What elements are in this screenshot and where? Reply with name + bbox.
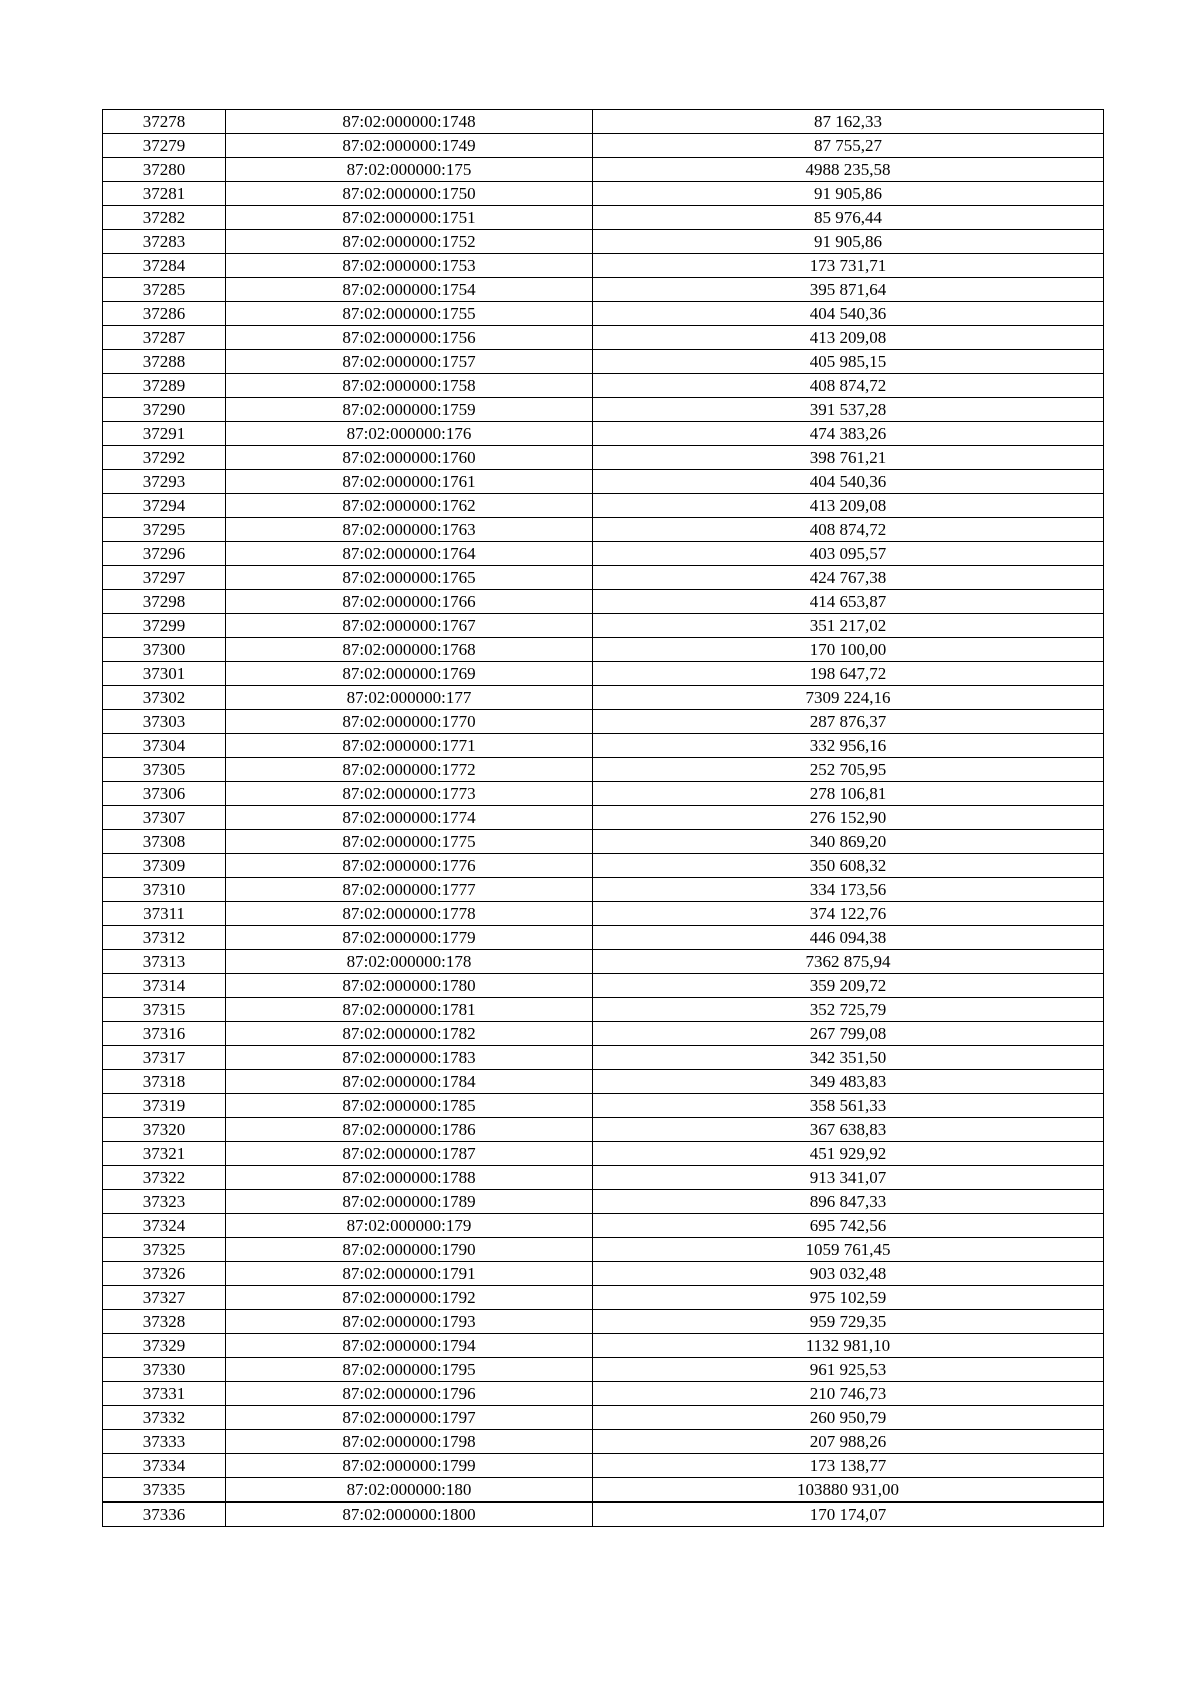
value-cell: 398 761,21 (593, 446, 1104, 470)
cadastral-number-cell: 87:02:000000:1769 (226, 662, 593, 686)
table-row (103, 1166, 1104, 1190)
row-number-cell: 37310 (103, 878, 226, 902)
row-number-cell: 37304 (103, 734, 226, 758)
table-row (103, 758, 1104, 782)
value-cell: 260 950,79 (593, 1406, 1104, 1430)
table-row (103, 446, 1104, 470)
table-row (103, 1406, 1104, 1430)
value-cell: 170 174,07 (593, 1502, 1104, 1527)
table-row (103, 638, 1104, 662)
row-number-cell: 37312 (103, 926, 226, 950)
value-cell: 349 483,83 (593, 1070, 1104, 1094)
value-cell: 403 095,57 (593, 542, 1104, 566)
value-cell: 474 383,26 (593, 422, 1104, 446)
value-cell: 391 537,28 (593, 398, 1104, 422)
value-cell: 408 874,72 (593, 518, 1104, 542)
cadastral-number-cell: 87:02:000000:1778 (226, 902, 593, 926)
cadastral-number-cell: 87:02:000000:1756 (226, 326, 593, 350)
row-number-cell: 37326 (103, 1262, 226, 1286)
value-cell: 173 138,77 (593, 1454, 1104, 1478)
cadastral-number-cell: 87:02:000000:179 (226, 1214, 593, 1238)
table-row (103, 1118, 1104, 1142)
cadastral-number-cell: 87:02:000000:1773 (226, 782, 593, 806)
cadastral-number-cell: 87:02:000000:1751 (226, 206, 593, 230)
cadastral-number-cell: 87:02:000000:1788 (226, 1166, 593, 1190)
table-row (103, 326, 1104, 350)
value-cell: 408 874,72 (593, 374, 1104, 398)
value-cell: 4988 235,58 (593, 158, 1104, 182)
row-number-cell: 37305 (103, 758, 226, 782)
table-row (103, 566, 1104, 590)
table-row (103, 782, 1104, 806)
row-number-cell: 37307 (103, 806, 226, 830)
row-number-cell: 37302 (103, 686, 226, 710)
cadastral-number-cell: 87:02:000000:1800 (226, 1502, 593, 1527)
cadastral-number-cell: 87:02:000000:1790 (226, 1238, 593, 1262)
cadastral-number-cell: 87:02:000000:1787 (226, 1142, 593, 1166)
cadastral-number-cell: 87:02:000000:1781 (226, 998, 593, 1022)
row-number-cell: 37297 (103, 566, 226, 590)
table-row (103, 542, 1104, 566)
value-cell: 451 929,92 (593, 1142, 1104, 1166)
table-row (103, 998, 1104, 1022)
value-cell: 359 209,72 (593, 974, 1104, 998)
cadastral-value-table (102, 109, 1104, 1527)
value-cell: 913 341,07 (593, 1166, 1104, 1190)
value-cell: 961 925,53 (593, 1358, 1104, 1382)
cadastral-number-cell: 87:02:000000:1765 (226, 566, 593, 590)
row-number-cell: 37294 (103, 494, 226, 518)
cadastral-number-cell: 87:02:000000:1783 (226, 1046, 593, 1070)
value-cell: 1132 981,10 (593, 1334, 1104, 1358)
cadastral-number-cell: 87:02:000000:1770 (226, 710, 593, 734)
value-cell: 7362 875,94 (593, 950, 1104, 974)
table-row (103, 1070, 1104, 1094)
table-row (103, 734, 1104, 758)
row-number-cell: 37335 (103, 1478, 226, 1503)
row-number-cell: 37303 (103, 710, 226, 734)
row-number-cell: 37334 (103, 1454, 226, 1478)
cadastral-number-cell: 87:02:000000:1792 (226, 1286, 593, 1310)
table-row (103, 1310, 1104, 1334)
table-row (103, 710, 1104, 734)
table-row (103, 950, 1104, 974)
value-cell: 85 976,44 (593, 206, 1104, 230)
cadastral-number-cell: 87:02:000000:1789 (226, 1190, 593, 1214)
table-row (103, 1214, 1104, 1238)
value-cell: 367 638,83 (593, 1118, 1104, 1142)
cadastral-number-cell: 87:02:000000:1786 (226, 1118, 593, 1142)
row-number-cell: 37301 (103, 662, 226, 686)
row-number-cell: 37284 (103, 254, 226, 278)
row-number-cell: 37321 (103, 1142, 226, 1166)
table-row (103, 470, 1104, 494)
table-row (103, 1454, 1104, 1478)
cadastral-number-cell: 87:02:000000:1761 (226, 470, 593, 494)
table-row (103, 1358, 1104, 1382)
row-number-cell: 37279 (103, 134, 226, 158)
value-cell: 198 647,72 (593, 662, 1104, 686)
table-row (103, 350, 1104, 374)
row-number-cell: 37288 (103, 350, 226, 374)
value-cell: 7309 224,16 (593, 686, 1104, 710)
row-number-cell: 37296 (103, 542, 226, 566)
value-cell: 350 608,32 (593, 854, 1104, 878)
value-cell: 414 653,87 (593, 590, 1104, 614)
row-number-cell: 37298 (103, 590, 226, 614)
cadastral-number-cell: 87:02:000000:1793 (226, 1310, 593, 1334)
row-number-cell: 37287 (103, 326, 226, 350)
row-number-cell: 37329 (103, 1334, 226, 1358)
table-row (103, 206, 1104, 230)
row-number-cell: 37314 (103, 974, 226, 998)
table-row (103, 1502, 1104, 1527)
cadastral-number-cell: 87:02:000000:177 (226, 686, 593, 710)
value-cell: 352 725,79 (593, 998, 1104, 1022)
value-cell: 210 746,73 (593, 1382, 1104, 1406)
cadastral-number-cell: 87:02:000000:1791 (226, 1262, 593, 1286)
cadastral-number-cell: 87:02:000000:1782 (226, 1022, 593, 1046)
cadastral-number-cell: 87:02:000000:176 (226, 422, 593, 446)
table-row (103, 230, 1104, 254)
cadastral-number-cell: 87:02:000000:1749 (226, 134, 593, 158)
cadastral-number-cell: 87:02:000000:1776 (226, 854, 593, 878)
table-row (103, 494, 1104, 518)
row-number-cell: 37325 (103, 1238, 226, 1262)
cadastral-number-cell: 87:02:000000:1798 (226, 1430, 593, 1454)
row-number-cell: 37327 (103, 1286, 226, 1310)
value-cell: 334 173,56 (593, 878, 1104, 902)
table-row (103, 518, 1104, 542)
row-number-cell: 37293 (103, 470, 226, 494)
cadastral-number-cell: 87:02:000000:1764 (226, 542, 593, 566)
cadastral-number-cell: 87:02:000000:1759 (226, 398, 593, 422)
value-cell: 252 705,95 (593, 758, 1104, 782)
row-number-cell: 37332 (103, 1406, 226, 1430)
row-number-cell: 37318 (103, 1070, 226, 1094)
table-body (103, 110, 1104, 1527)
value-cell: 267 799,08 (593, 1022, 1104, 1046)
cadastral-number-cell: 87:02:000000:1796 (226, 1382, 593, 1406)
row-number-cell: 37285 (103, 278, 226, 302)
row-number-cell: 37308 (103, 830, 226, 854)
value-cell: 287 876,37 (593, 710, 1104, 734)
table-row (103, 830, 1104, 854)
value-cell: 103880 931,00 (593, 1478, 1104, 1503)
table-row (103, 1022, 1104, 1046)
row-number-cell: 37323 (103, 1190, 226, 1214)
value-cell: 959 729,35 (593, 1310, 1104, 1334)
cadastral-number-cell: 87:02:000000:1768 (226, 638, 593, 662)
value-cell: 695 742,56 (593, 1214, 1104, 1238)
cadastral-number-cell: 87:02:000000:1779 (226, 926, 593, 950)
row-number-cell: 37324 (103, 1214, 226, 1238)
row-number-cell: 37330 (103, 1358, 226, 1382)
row-number-cell: 37306 (103, 782, 226, 806)
value-cell: 170 100,00 (593, 638, 1104, 662)
cadastral-number-cell: 87:02:000000:1780 (226, 974, 593, 998)
row-number-cell: 37278 (103, 110, 226, 134)
value-cell: 351 217,02 (593, 614, 1104, 638)
cadastral-number-cell: 87:02:000000:1750 (226, 182, 593, 206)
table-row (103, 590, 1104, 614)
table-row (103, 110, 1104, 134)
cadastral-number-cell: 87:02:000000:1754 (226, 278, 593, 302)
value-cell: 342 351,50 (593, 1046, 1104, 1070)
cadastral-number-cell: 87:02:000000:1760 (226, 446, 593, 470)
row-number-cell: 37333 (103, 1430, 226, 1454)
row-number-cell: 37320 (103, 1118, 226, 1142)
cadastral-number-cell: 87:02:000000:1758 (226, 374, 593, 398)
row-number-cell: 37286 (103, 302, 226, 326)
table-row (103, 686, 1104, 710)
row-number-cell: 37281 (103, 182, 226, 206)
table-row (103, 614, 1104, 638)
value-cell: 340 869,20 (593, 830, 1104, 854)
table-row (103, 1286, 1104, 1310)
table-row (103, 662, 1104, 686)
value-cell: 91 905,86 (593, 182, 1104, 206)
row-number-cell: 37309 (103, 854, 226, 878)
value-cell: 903 032,48 (593, 1262, 1104, 1286)
row-number-cell: 37319 (103, 1094, 226, 1118)
value-cell: 404 540,36 (593, 470, 1104, 494)
table-row (103, 1262, 1104, 1286)
value-cell: 405 985,15 (593, 350, 1104, 374)
value-cell: 404 540,36 (593, 302, 1104, 326)
cadastral-number-cell: 87:02:000000:1763 (226, 518, 593, 542)
value-cell: 1059 761,45 (593, 1238, 1104, 1262)
cadastral-number-cell: 87:02:000000:178 (226, 950, 593, 974)
table-row (103, 278, 1104, 302)
cadastral-number-cell: 87:02:000000:1753 (226, 254, 593, 278)
value-cell: 413 209,08 (593, 326, 1104, 350)
row-number-cell: 37291 (103, 422, 226, 446)
table-row (103, 926, 1104, 950)
table-row (103, 1478, 1104, 1503)
value-cell: 446 094,38 (593, 926, 1104, 950)
value-cell: 87 162,33 (593, 110, 1104, 134)
cadastral-number-cell: 87:02:000000:1799 (226, 1454, 593, 1478)
row-number-cell: 37322 (103, 1166, 226, 1190)
table-row (103, 974, 1104, 998)
row-number-cell: 37282 (103, 206, 226, 230)
cadastral-number-cell: 87:02:000000:1771 (226, 734, 593, 758)
table-row (103, 1238, 1104, 1262)
value-cell: 207 988,26 (593, 1430, 1104, 1454)
cadastral-number-cell: 87:02:000000:1775 (226, 830, 593, 854)
cadastral-number-cell: 87:02:000000:1757 (226, 350, 593, 374)
row-number-cell: 37336 (103, 1502, 226, 1527)
row-number-cell: 37316 (103, 1022, 226, 1046)
table-row (103, 422, 1104, 446)
row-number-cell: 37292 (103, 446, 226, 470)
table-row (103, 1430, 1104, 1454)
table-row (103, 902, 1104, 926)
table-row (103, 254, 1104, 278)
row-number-cell: 37289 (103, 374, 226, 398)
cadastral-number-cell: 87:02:000000:1795 (226, 1358, 593, 1382)
table-row (103, 1382, 1104, 1406)
table-row (103, 374, 1104, 398)
value-cell: 358 561,33 (593, 1094, 1104, 1118)
row-number-cell: 37311 (103, 902, 226, 926)
row-number-cell: 37299 (103, 614, 226, 638)
value-cell: 395 871,64 (593, 278, 1104, 302)
table-row (103, 182, 1104, 206)
cadastral-number-cell: 87:02:000000:1784 (226, 1070, 593, 1094)
table-row (103, 158, 1104, 182)
cadastral-number-cell: 87:02:000000:1772 (226, 758, 593, 782)
cadastral-number-cell: 87:02:000000:1767 (226, 614, 593, 638)
row-number-cell: 37290 (103, 398, 226, 422)
value-cell: 374 122,76 (593, 902, 1104, 926)
value-cell: 278 106,81 (593, 782, 1104, 806)
table-row (103, 878, 1104, 902)
table-row (103, 1142, 1104, 1166)
cadastral-number-cell: 87:02:000000:1748 (226, 110, 593, 134)
cadastral-number-cell: 87:02:000000:175 (226, 158, 593, 182)
row-number-cell: 37295 (103, 518, 226, 542)
table-row (103, 1046, 1104, 1070)
table-row (103, 1094, 1104, 1118)
row-number-cell: 37331 (103, 1382, 226, 1406)
cadastral-number-cell: 87:02:000000:1794 (226, 1334, 593, 1358)
value-cell: 87 755,27 (593, 134, 1104, 158)
value-cell: 896 847,33 (593, 1190, 1104, 1214)
table-row (103, 1334, 1104, 1358)
value-cell: 276 152,90 (593, 806, 1104, 830)
value-cell: 173 731,71 (593, 254, 1104, 278)
cadastral-number-cell: 87:02:000000:1797 (226, 1406, 593, 1430)
row-number-cell: 37300 (103, 638, 226, 662)
table-row (103, 1190, 1104, 1214)
cadastral-number-cell: 87:02:000000:1766 (226, 590, 593, 614)
table-row (103, 134, 1104, 158)
table-row (103, 398, 1104, 422)
cadastral-number-cell: 87:02:000000:1755 (226, 302, 593, 326)
row-number-cell: 37317 (103, 1046, 226, 1070)
table-row (103, 854, 1104, 878)
row-number-cell: 37315 (103, 998, 226, 1022)
value-cell: 91 905,86 (593, 230, 1104, 254)
cadastral-number-cell: 87:02:000000:1762 (226, 494, 593, 518)
value-cell: 332 956,16 (593, 734, 1104, 758)
row-number-cell: 37313 (103, 950, 226, 974)
cadastral-number-cell: 87:02:000000:180 (226, 1478, 593, 1503)
cadastral-number-cell: 87:02:000000:1774 (226, 806, 593, 830)
table-row (103, 806, 1104, 830)
row-number-cell: 37280 (103, 158, 226, 182)
value-cell: 424 767,38 (593, 566, 1104, 590)
value-cell: 975 102,59 (593, 1286, 1104, 1310)
value-cell: 413 209,08 (593, 494, 1104, 518)
row-number-cell: 37328 (103, 1310, 226, 1334)
row-number-cell: 37283 (103, 230, 226, 254)
table-row (103, 302, 1104, 326)
cadastral-number-cell: 87:02:000000:1785 (226, 1094, 593, 1118)
cadastral-number-cell: 87:02:000000:1777 (226, 878, 593, 902)
cadastral-number-cell: 87:02:000000:1752 (226, 230, 593, 254)
